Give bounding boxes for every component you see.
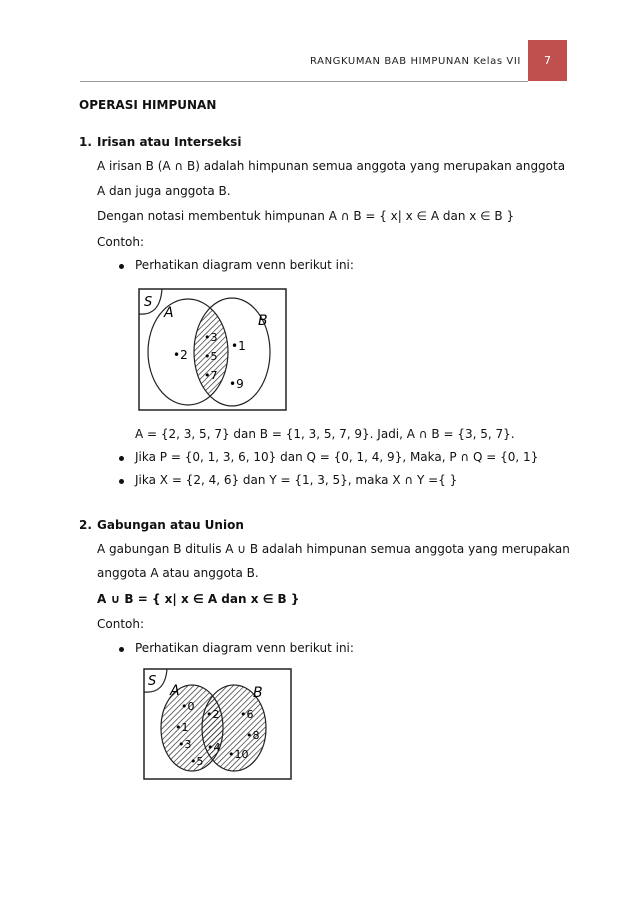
irisan-example-pq: Jika P = {0, 1, 3, 6, 10} dan Q = {0, 1, 4, 9}, Maka, P ∩ Q = {0, 1} [135, 450, 539, 464]
irisan-definition-line1: A irisan B (A ∩ B) adalah himpunan semua anggota yang merupakan anggota [97, 159, 566, 173]
bullet-marker [119, 456, 124, 461]
bullet-marker [119, 264, 124, 269]
element-intersection: •3 [204, 331, 218, 344]
element-b-only: •8 [246, 729, 260, 742]
section-1-number: 1. [79, 135, 92, 149]
gabungan-definition-line2: anggota A atau anggota B. [97, 566, 259, 580]
element-b-only: •6 [240, 708, 254, 721]
universal-label: S [148, 674, 157, 689]
venn-diagram-union [143, 668, 293, 783]
irisan-notation: Dengan notasi membentuk himpunan A ∩ B = { x| x ∈ A dan x ∈ B } [97, 209, 515, 223]
page-number-badge: 7 [528, 40, 567, 81]
irisan-bullet-venn: Perhatikan diagram venn berikut ini: [135, 258, 354, 272]
section-1-heading: Irisan atau Interseksi [97, 135, 242, 149]
element-b-only: •10 [228, 748, 249, 761]
section-2-number: 2. [79, 518, 92, 532]
element-intersection: •7 [204, 369, 218, 382]
element-a-only: •0 [181, 700, 195, 713]
header-divider [80, 81, 528, 82]
set-a-label: A [164, 305, 174, 321]
element-a-only: •1 [175, 721, 189, 734]
element-union-both: •2 [206, 708, 220, 721]
universal-label: S [144, 295, 153, 310]
gabungan-contoh-label: Contoh: [97, 617, 145, 631]
irisan-result: A = {2, 3, 5, 7} dan B = {1, 3, 5, 7, 9}. Jadi, A ∩ B = {3, 5, 7}. [135, 427, 515, 441]
element-a-only: •5 [190, 755, 204, 768]
element-a-only: •3 [178, 738, 192, 751]
gabungan-definition-line1: A gabungan B ditulis A ∪ B adalah himpunan semua anggota yang merupakan [97, 542, 570, 556]
gabungan-bullet-venn: Perhatikan diagram venn berikut ini: [135, 641, 354, 655]
irisan-example-xy: Jika X = {2, 4, 6} dan Y = {1, 3, 5}, maka X ∩ Y ={ } [135, 473, 458, 487]
set-b-label: B [253, 685, 263, 701]
venn-diagram-intersection [138, 288, 288, 416]
set-b-label: B [258, 313, 268, 329]
irisan-definition-line2: A dan juga anggota B. [97, 184, 231, 198]
element-intersection: •5 [204, 350, 218, 363]
set-a-label: A [170, 683, 180, 699]
element-a-only: •2 [173, 348, 188, 362]
bullet-marker [119, 647, 124, 652]
section-2-heading: Gabungan atau Union [97, 518, 244, 532]
element-union-both: •4 [207, 741, 221, 754]
section-title: OPERASI HIMPUNAN [79, 98, 217, 112]
header-title: RANGKUMAN BAB HIMPUNAN Kelas VII [310, 56, 521, 67]
element-b-only: •1 [231, 339, 246, 353]
bullet-marker [119, 479, 124, 484]
element-b-only: •9 [229, 377, 244, 391]
gabungan-notation: A ∪ B = { x| x ∈ A dan x ∈ B } [97, 592, 300, 606]
irisan-contoh-label: Contoh: [97, 235, 145, 249]
